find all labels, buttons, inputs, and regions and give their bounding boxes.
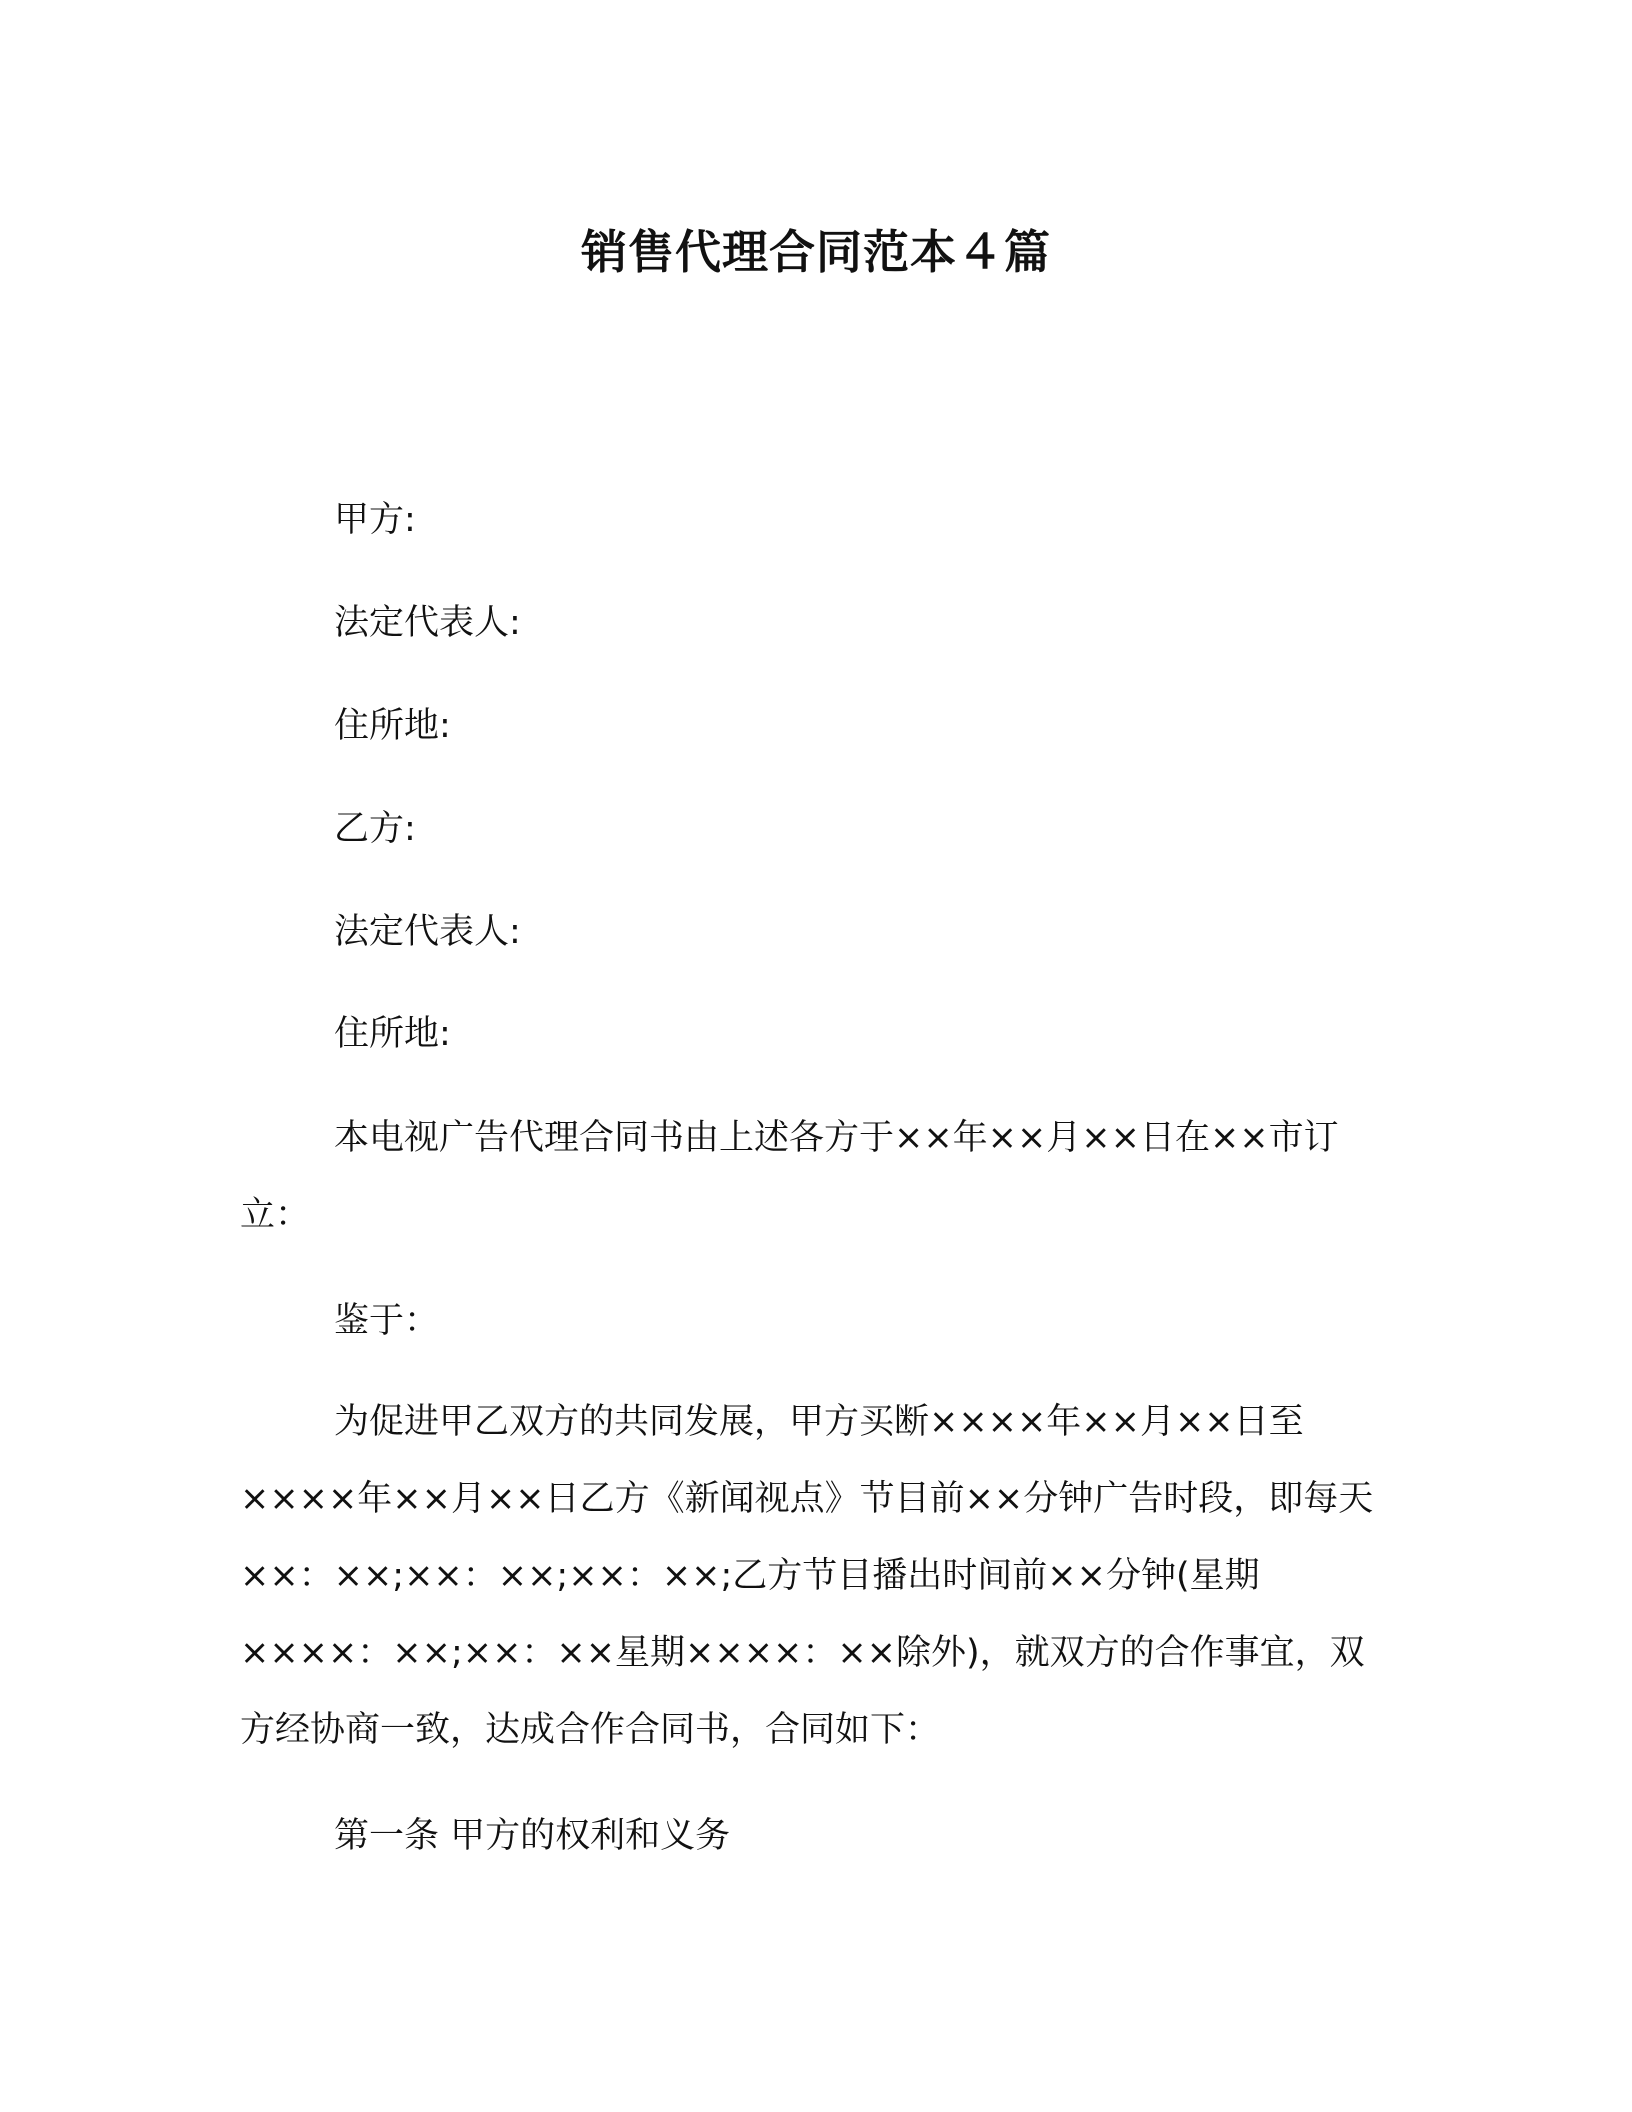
article-1-heading: 第一条 甲方的权利和义务 — [334, 1816, 731, 1856]
party-b-address-label: 住所地: — [334, 1014, 451, 1054]
party-b-label: 乙方: — [334, 809, 416, 849]
whereas-label: 鉴于： — [334, 1301, 440, 1341]
party-a-legal-rep-label: 法定代表人: — [334, 603, 521, 643]
contract-body-paragraph: 为促进甲乙双方的共同发展，甲方买断××××年××月××日至 ××××年××月××日乙方《新闻视点》节目前××分钟广告时段，即每天××：××;××：××;××：××;乙方节目播出时间前××分钟(星期××××：××;××：××星期××××：××除外)，就双方的合作事宜，双方经协商一致，达成合作合同书，合同如下： — [240, 1402, 1374, 1750]
party-b-legal-rep-label: 法定代表人: — [334, 912, 521, 952]
contract-intro-paragraph: 本电视广告代理合同书由上述各方于××年××月××日在××市订立： — [240, 1118, 1339, 1235]
party-a-label: 甲方: — [334, 500, 416, 540]
party-a-address-label: 住所地: — [334, 706, 451, 746]
document-title: 销售代理合同范本４篇 — [581, 225, 1051, 279]
